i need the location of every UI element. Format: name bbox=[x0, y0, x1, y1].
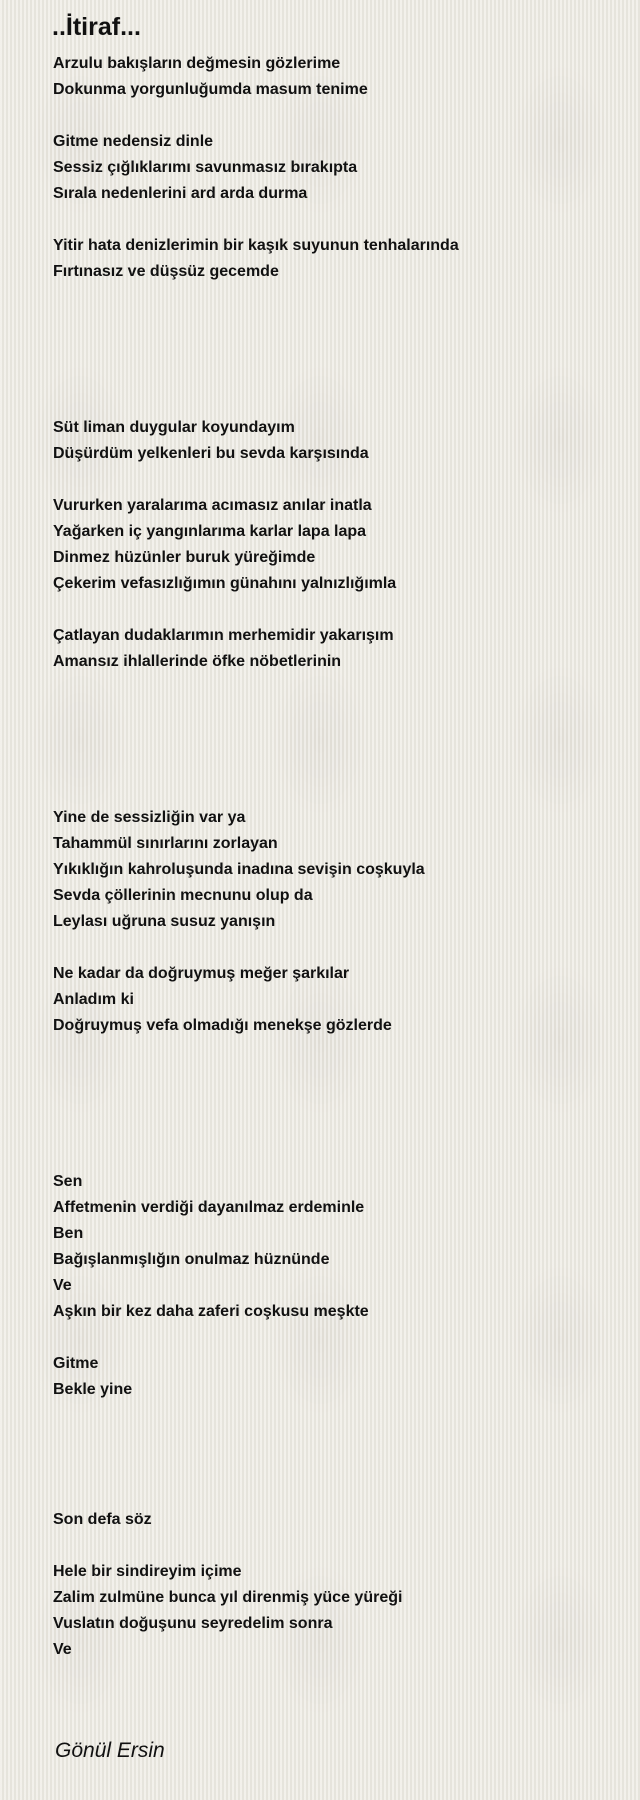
poem-title: ..İtiraf... bbox=[52, 13, 141, 41]
stanza-gap bbox=[53, 1091, 613, 1117]
poem-line: Anladım ki bbox=[53, 991, 134, 1008]
poem-line: Vuslatın doğuşunu seyredelim sonra bbox=[53, 1615, 333, 1632]
poem-line: Leylası uğruna susuz yanışın bbox=[53, 913, 276, 930]
poem-line: Affetmenin verdiği dayanılmaz erdeminle bbox=[53, 1199, 365, 1216]
poem-line: Gitme nedensiz dinle bbox=[53, 133, 214, 150]
stanza-gap bbox=[53, 337, 613, 363]
poem-line: Ve bbox=[53, 1277, 72, 1294]
poem-line: Ben bbox=[53, 1225, 84, 1242]
poem-line: Çatlayan dudaklarımın merhemidir yakarışım bbox=[53, 627, 394, 644]
stanza-gap bbox=[53, 311, 613, 337]
poem-line: Gitme bbox=[53, 1355, 99, 1372]
poem-line: Fırtınasız ve düşsüz gecemde bbox=[53, 263, 279, 280]
stanza-gap bbox=[53, 1533, 613, 1559]
stanza-gap bbox=[53, 389, 613, 415]
stanza-gap bbox=[53, 1429, 613, 1455]
poem-line: Yağarken iç yangınlarıma karlar lapa lapa bbox=[53, 523, 367, 540]
poem-line: Çekerim vefasızlığımın günahını yalnızlığımla bbox=[53, 575, 397, 592]
poem-line: Ne kadar da doğruymuş meğer şarkılar bbox=[53, 965, 350, 982]
poem-line: Sırala nedenlerini ard arda durma bbox=[53, 185, 308, 202]
poem-line: Bekle yine bbox=[53, 1381, 133, 1398]
stanza-gap bbox=[53, 753, 613, 779]
poem-line: Sevda çöllerinin mecnunu olup da bbox=[53, 887, 313, 904]
stanza-gap bbox=[53, 363, 613, 389]
stanza-gap bbox=[53, 103, 613, 129]
poem-line: Vururken yaralarıma acımasız anılar inatla bbox=[53, 497, 372, 514]
stanza-gap bbox=[53, 1039, 613, 1065]
stanza-gap bbox=[53, 207, 613, 233]
poem-line: Yıkıklığın kahroluşunda inadına sevişin coşkuyla bbox=[53, 861, 425, 878]
stanza-gap bbox=[53, 1143, 613, 1169]
poem-line: Yine de sessizliğin var ya bbox=[53, 809, 246, 826]
stanza-gap bbox=[53, 467, 613, 493]
poem-line: Dinmez hüzünler buruk yüreğimde bbox=[53, 549, 316, 566]
poem-line: Bağışlanmışlığın onulmaz hüznünde bbox=[53, 1251, 330, 1268]
stanza-gap bbox=[53, 1325, 613, 1351]
poem-line: Dokunma yorgunluğumda masum tenime bbox=[53, 81, 368, 98]
poem-line: Yitir hata denizlerimin bir kaşık suyunun tenhalarında bbox=[53, 237, 459, 254]
poem-line: Ve bbox=[53, 1641, 72, 1658]
poem-line: Son defa söz bbox=[53, 1511, 152, 1528]
poem-line: Hele bir sindireyim içime bbox=[53, 1563, 242, 1580]
poem-author: Gönül Ersin bbox=[55, 1739, 165, 1762]
stanza-gap bbox=[53, 597, 613, 623]
poem-line: Sen bbox=[53, 1173, 83, 1190]
stanza-gap bbox=[53, 285, 613, 311]
poem-line: Düşürdüm yelkenleri bu sevda karşısında bbox=[53, 445, 369, 462]
stanza-gap bbox=[53, 727, 613, 753]
stanza-gap bbox=[53, 935, 613, 961]
stanza-gap bbox=[53, 1455, 613, 1481]
stanza-gap bbox=[53, 701, 613, 727]
poem-line: Sessiz çığlıklarımı savunmasız bırakıpta bbox=[53, 159, 358, 176]
poem-line: Zalim zulmüne bunca yıl direnmiş yüce yüreği bbox=[53, 1589, 403, 1606]
stanza-gap bbox=[53, 1403, 613, 1429]
poem-line: Doğruymuş vefa olmadığı menekşe gözlerde bbox=[53, 1017, 392, 1034]
stanza-gap bbox=[53, 1117, 613, 1143]
poem-line: Tahammül sınırlarını zorlayan bbox=[53, 835, 278, 852]
poem-line: Amansız ihlallerinde öfke nöbetlerinin bbox=[53, 653, 342, 670]
stanza-gap bbox=[53, 1481, 613, 1507]
poem-line: Arzulu bakışların değmesin gözlerime bbox=[53, 55, 341, 72]
stanza-gap bbox=[53, 675, 613, 701]
stanza-gap bbox=[53, 1065, 613, 1091]
stanza-gap bbox=[53, 779, 613, 805]
poem-line: Süt liman duygular koyundayım bbox=[53, 419, 295, 436]
poem-body bbox=[53, 51, 613, 1663]
poem-line: Aşkın bir kez daha zaferi coşkusu meşkte bbox=[53, 1303, 369, 1320]
